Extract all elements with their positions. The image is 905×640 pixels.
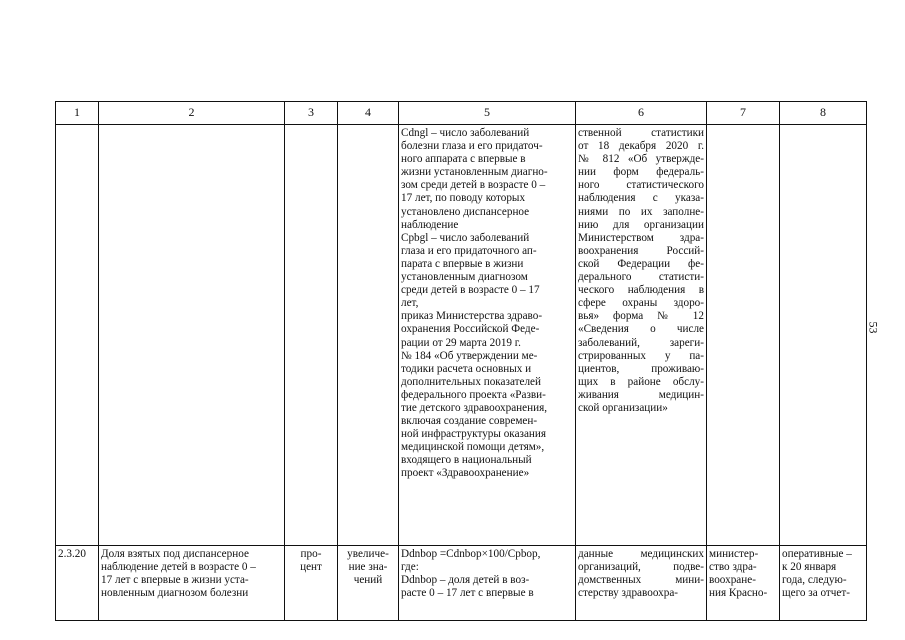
text-line: организаций, подве- <box>578 561 704 574</box>
text-line: болезни глаза и его придаточ- <box>401 140 543 153</box>
text-line: федерального проекта «Разви- <box>401 388 546 401</box>
text-line: глаза и его придаточного ап- <box>401 244 537 257</box>
text-line: ской Федерации фе- <box>578 257 704 270</box>
text-line: Министерством здра- <box>578 231 704 244</box>
text-line: циентов, проживаю- <box>578 362 704 375</box>
text-line: чений <box>353 574 383 587</box>
text-line: наблюдение <box>401 218 459 231</box>
text-line: щего за отчет- <box>782 587 851 600</box>
text-line: нии форм федераль- <box>578 166 704 179</box>
table-row <box>56 546 867 621</box>
text-line: Доля взятых под диспансерное <box>101 548 249 560</box>
text-line: где: <box>401 561 419 574</box>
text-line: охранения Российской Феде- <box>401 323 540 336</box>
header-col-7: 7 <box>707 102 780 125</box>
header-col-8: 8 <box>780 102 867 125</box>
text-line: ного аппарата с впервые в <box>401 153 526 166</box>
header-col-4: 4 <box>338 102 399 125</box>
row2-col-2 <box>99 546 285 621</box>
text-line: воохранения Россий- <box>578 244 704 257</box>
text-line: рации от 29 марта 2019 г. <box>401 336 521 349</box>
text-line: домственных мини- <box>578 574 704 587</box>
text-line: ческого наблюдения в <box>578 284 704 297</box>
text-line: № 812 «Об утвержде- <box>578 153 704 166</box>
text-line: ной инфраструктуры оказания <box>401 428 547 441</box>
indicator-table <box>55 101 867 621</box>
text-line: «Сведения о числе <box>578 323 704 336</box>
text-line: ние зна- <box>348 561 388 574</box>
row2-col-6 <box>576 546 707 621</box>
header-col-2: 2 <box>99 102 285 125</box>
text-line: дополнительных показателей <box>401 375 542 388</box>
row2-col-4 <box>338 546 399 621</box>
table-row <box>56 125 867 546</box>
text-line: установленным диагнозом <box>401 271 528 284</box>
text-line: сфере охраны здоро- <box>578 297 704 310</box>
text-line: зом среди детей в возрасте 0 – <box>401 179 546 192</box>
text-line: расте 0 – 17 лет с впервые в <box>401 587 534 600</box>
text-line: ской организации» <box>578 401 668 414</box>
text-line: входящего в национальный <box>401 454 532 467</box>
row1-col-7 <box>707 125 780 546</box>
text-line: оперативные – <box>782 548 852 560</box>
text-line: 17 лет, по поводу которых <box>401 192 526 205</box>
page-number: 53 <box>866 321 881 334</box>
row2-col-1: 2.3.20 <box>56 546 99 621</box>
text-line: Ddnbop – доля детей в воз- <box>401 574 530 587</box>
text-line: стерству здравоохра- <box>578 587 679 600</box>
text-line: тодики расчета основных и <box>401 362 532 375</box>
text-line: дерального статисти- <box>578 271 704 284</box>
text-line: живания медицин- <box>578 388 704 401</box>
row2-col-3 <box>285 546 338 621</box>
text-line: Cpbgl – число заболеваний <box>401 231 530 244</box>
text-line: наблюдения с указа- <box>578 192 704 205</box>
text-line: Cdngl – число заболеваний <box>401 127 530 139</box>
row1-col-1 <box>56 125 99 546</box>
text-line: приказ Министерства здраво- <box>401 310 543 323</box>
text-line: данные медицинских <box>578 548 704 560</box>
text-line: № 184 «Об утверждении ме- <box>401 349 538 362</box>
header-col-1: 1 <box>56 102 99 125</box>
text-line: лет, <box>401 297 419 310</box>
text-line: установлено диспансерное <box>401 205 530 218</box>
text-line: медицинской помощи детям», <box>401 441 545 454</box>
row2-col-8 <box>780 546 867 621</box>
text-line: щих в районе обслу- <box>578 375 704 388</box>
text-line: нию для организации <box>578 218 704 231</box>
text-line: ного статистического <box>578 179 704 192</box>
text-line: Ddnbop =Cdnbop×100/Cpbop, <box>401 548 541 560</box>
text-line: ниями по их заполне- <box>578 205 704 218</box>
text-line: ство здра- <box>709 561 757 574</box>
text-line: парата с впервые в жизни <box>401 257 524 270</box>
text-line: включая создание современ- <box>401 415 538 428</box>
text-line: среди детей в возрасте 0 – 17 <box>401 284 540 297</box>
text-line: ния Красно- <box>709 587 768 600</box>
text-line: ственной статистики <box>578 127 704 139</box>
text-line: тие детского здравоохранения, <box>401 401 548 414</box>
table-header-row <box>56 102 867 125</box>
text-line: цент <box>300 561 322 574</box>
text-line: 17 лет с впервые в жизни уста- <box>101 574 249 587</box>
text-line: наблюдение детей в возрасте 0 – <box>101 561 256 574</box>
text-line: воохране- <box>709 574 756 587</box>
text-line: министер- <box>709 548 759 560</box>
text-line: вья» форма № 12 <box>578 310 704 323</box>
row1-col-3 <box>285 125 338 546</box>
text-line: про- <box>300 548 322 560</box>
text-line: новленным диагнозом болезни <box>101 587 249 600</box>
text-line: года, следую- <box>782 574 847 587</box>
row1-col-8 <box>780 125 867 546</box>
header-col-3: 3 <box>285 102 338 125</box>
text-line: к 20 января <box>782 561 837 574</box>
header-col-5: 5 <box>399 102 576 125</box>
row2-col-5 <box>399 546 576 621</box>
row1-col-6 <box>576 125 707 546</box>
row1-col-2 <box>99 125 285 546</box>
text-line: жизни установленным диагно- <box>401 166 548 179</box>
header-col-6: 6 <box>576 102 707 125</box>
text-line: проект «Здравоохранение» <box>401 467 530 480</box>
row1-col-5 <box>399 125 576 546</box>
text-line: от 18 декабря 2020 г. <box>578 140 704 153</box>
row2-col-7 <box>707 546 780 621</box>
text-line: стрированных у па- <box>578 349 704 362</box>
text-line: заболеваний, зареги- <box>578 336 704 349</box>
row1-col-4 <box>338 125 399 546</box>
text-line: увеличе- <box>347 548 389 560</box>
